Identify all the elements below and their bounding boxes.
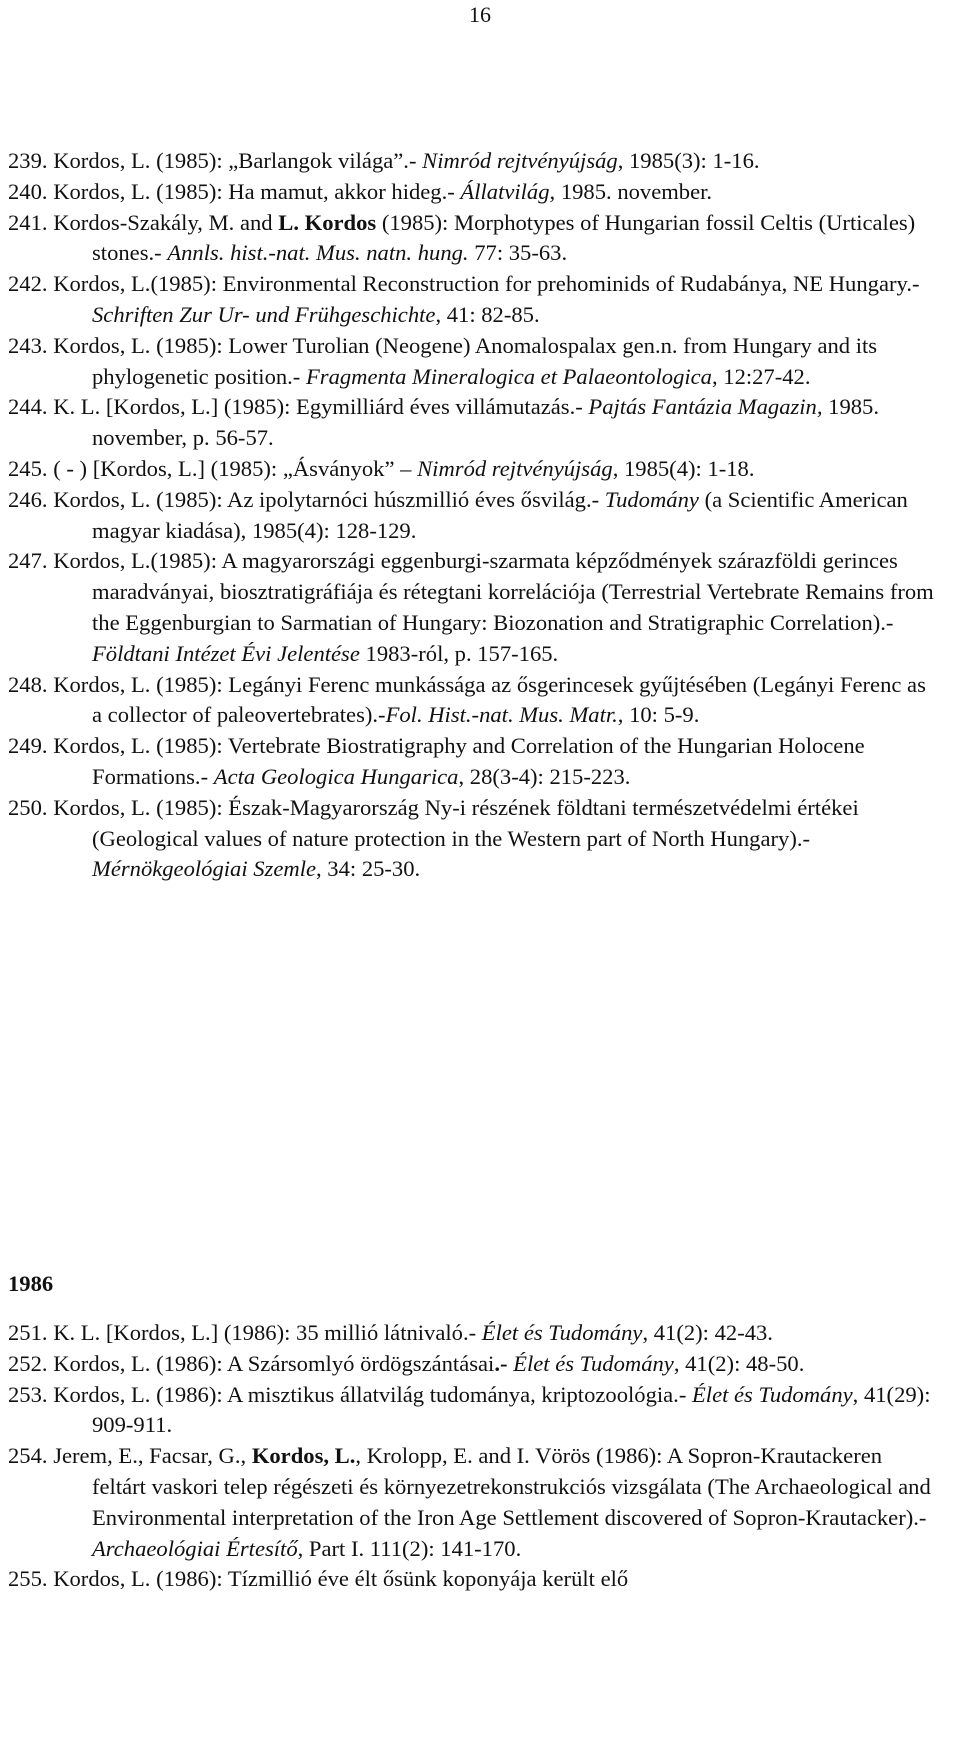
entry-segment: Fragmenta Mineralogica et Palaeontologica <box>305 363 712 389</box>
entry-segment: , 1985(4): 1-18. <box>612 455 755 481</box>
entry-segment: Élet és Tudomány <box>481 1320 643 1345</box>
entry-segment: Nimród rejtvényújság <box>417 455 613 481</box>
entry-segment: 77: 35-63. <box>468 240 568 266</box>
entry-segment: Archaeológiai Értesítő <box>92 1535 298 1561</box>
entry-segment: 246. Kordos, L. (1985): Az ipolytarnóci húszmillió éves ősvilág.- <box>8 486 605 512</box>
bibliography-entry-247 <box>8 546 938 669</box>
entry-segment: (1985): Morphotypes of Hungarian fossil Celtis (Urticales) stones.- <box>92 209 916 266</box>
entry-segment: 249. Kordos, L. (1985): Vertebrate Biostratigraphy and Correlation of the Hungarian Holocene Formations.- <box>8 733 865 789</box>
bibliography-entry-253 <box>8 1380 938 1442</box>
bibliography-entry-245 <box>8 454 938 485</box>
entry-segment: 239. Kordos, L. (1985): „Barlangok világa”.- <box>8 148 423 173</box>
entry-segment: , Krolopp, E. and I. Vörös (1986): A Sopron-Krautackeren feltárt vaskori telep régészeti és környezetrekonstrukciós vizsgálata (The Archaeological and Environmental interpretation of the Iron Age Settlement discovered of Sopron-Krautacker).- <box>92 1443 931 1530</box>
entry-segment: , 1985. november. <box>549 178 713 204</box>
page-number: 16 <box>469 2 491 27</box>
entry-segment: , 41: 82-85. <box>435 301 540 327</box>
entry-segment: , 12:27-42. <box>711 363 811 389</box>
entry-segment: 1985. november, p. 56-57. <box>92 394 879 451</box>
entry-segment: Pajtás Fantázia Magazin, <box>588 394 823 420</box>
entry-segment: 240. Kordos, L. (1985): Ha mamut, akkor hideg.- <box>8 178 461 204</box>
bibliography-entry-250 <box>8 793 938 885</box>
entry-segment: , 34: 25-30. <box>316 856 421 882</box>
entry-segment: , 10: 5-9. <box>617 702 700 728</box>
entry-segment: (a Scientific American magyar kiadása), 1985(4): 128-129. <box>92 486 908 543</box>
entry-segment: , 41(29): 909-911. <box>92 1381 931 1438</box>
year-heading-1986: 1986 <box>8 1271 54 1296</box>
bibliography-entry-249 <box>8 731 938 793</box>
bibliography-entry-243 <box>8 331 938 393</box>
bibliography-entry-251 <box>8 1318 938 1349</box>
entry-segment: Tudomány <box>604 486 699 512</box>
bibliography-entry-242 <box>8 269 938 331</box>
entry-segment: 243. Kordos, L. (1985): Lower Turolian (Neogene) Anomalospalax gen.n. from Hungary and its phylogenetic position.- <box>8 332 878 389</box>
entry-segment: Schriften Zur Ur- und Frühgeschichte <box>92 301 436 327</box>
entry-segment: Földtani Intézet Évi Jelentése <box>92 640 360 666</box>
bibliography-entry-246 <box>8 485 938 547</box>
entry-segment: .- <box>494 1350 508 1376</box>
entry-segment: Mérnökgeológiai Szemle <box>92 856 316 882</box>
entry-segment: Nimród rejtvényújság <box>422 148 618 173</box>
entry-segment: Állatvilág <box>460 178 550 204</box>
entry-segment: 250. Kordos, L. (1985): Észak-Magyarország Ny-i részének földtani természetvédelmi értékei (Geological values of nature protection in the Western part of North Hungary).- <box>8 794 859 851</box>
entry-segment: 1983-ról, p. 157-165. <box>359 640 559 666</box>
entry-segment: L. Kordos <box>278 209 377 235</box>
entry-segment: Fol. Hist.-nat. Mus. Matr. <box>385 702 618 728</box>
entry-segment: 255. Kordos, L. (1986): Tízmillió éve élt ősünk koponyája került elő <box>8 1566 629 1592</box>
bibliography-entry-239 <box>8 146 938 177</box>
entry-segment: , 1985(3): 1-16. <box>617 148 760 173</box>
entry-segment: Élet és Tudomány <box>513 1350 674 1376</box>
entry-segment: , 41(2): 42-43. <box>642 1320 773 1345</box>
entry-segment: Annls. hist.-nat. Mus. natn. hung. <box>167 240 469 266</box>
entry-segment: 241. Kordos-Szakály, M. and <box>8 209 279 235</box>
bibliography-entry-255 <box>8 1564 938 1595</box>
entry-segment: 244. K. L. [Kordos, L.] (1985): Egymilliárd éves villámutazás.- <box>8 394 589 420</box>
bibliography-1985 <box>8 146 938 885</box>
entry-segment: 253. Kordos, L. (1986): A misztikus állatvilág tudománya, kriptozoológia.- <box>8 1381 692 1407</box>
bibliography-entry-241 <box>8 208 938 270</box>
bibliography-entry-248 <box>8 670 938 732</box>
bibliography-1986 <box>8 1318 938 1595</box>
entry-segment: 247. Kordos, L.(1985): A magyarországi eggenburgi-szarmata képződmények szárazföldi gerinces maradványai, biosztratigráfiája és rétegtani korrelációja (Terrestrial Vertebrate Remains from the Eggenburgian to Sarmatian of Hungary: Biozonation and Stratigraphic Correlation).- <box>8 548 934 635</box>
bibliography-entry-254 <box>8 1441 938 1564</box>
entry-segment: 242. Kordos, L.(1985): Environmental Reconstruction for prehominids of Rudabánya, NE Hungary.- <box>8 271 920 297</box>
bibliography-entry-252 <box>8 1349 938 1380</box>
bibliography-entry-244 <box>8 392 938 454</box>
entry-segment: 245. ( - ) [Kordos, L.] (1985): „Ásványok” – <box>8 455 418 481</box>
entry-segment: 252. Kordos, L. (1986): A Szársomlyó ördögszántásai <box>8 1350 495 1376</box>
entry-segment: , Part I. 111(2): 141-170. <box>297 1535 522 1561</box>
entry-segment: Élet és Tudomány <box>692 1381 853 1407</box>
entry-segment: , 41(2): 48-50. <box>673 1350 805 1376</box>
entry-segment: 254. Jerem, E., Facsar, G., <box>8 1443 252 1469</box>
bibliography-entry-240 <box>8 177 938 208</box>
entry-segment: Acta Geologica Hungarica <box>213 763 459 789</box>
entry-segment: 251. K. L. [Kordos, L.] (1986): 35 millió látnivaló.- <box>8 1320 482 1345</box>
entry-segment: , 28(3-4): 215-223. <box>458 763 631 789</box>
entry-segment: 248. Kordos, L. (1985): Legányi Ferenc munkássága az ősgerincesek gyűjtésében (Legányi Ferenc as a collector of paleovertebrates).- <box>8 671 926 728</box>
entry-segment: Kordos, L. <box>251 1443 356 1469</box>
